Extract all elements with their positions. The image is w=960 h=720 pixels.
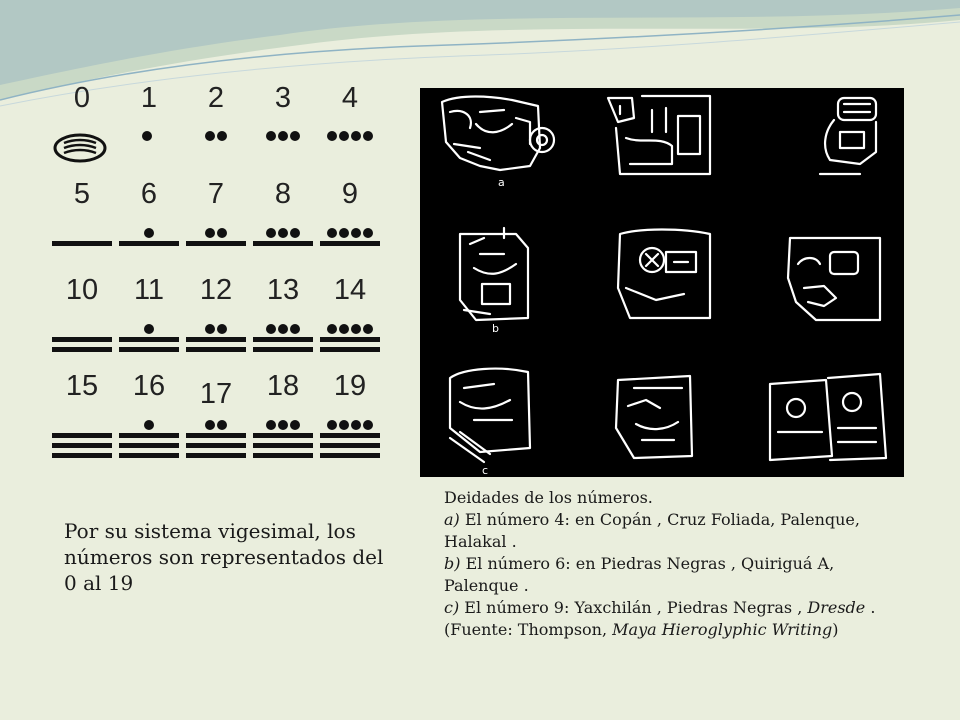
numeral-bar: [119, 347, 179, 352]
numeral-cell-19: [320, 370, 388, 471]
numeral-dot: [327, 131, 337, 141]
numeral-glyph: [320, 376, 382, 471]
numeral-bar: [186, 241, 246, 246]
numeral-glyph: [186, 376, 248, 471]
numeral-dot: [205, 420, 215, 430]
numeral-bar: [52, 453, 112, 458]
numeral-label: 11: [133, 274, 165, 306]
numeral-bar: [119, 241, 179, 246]
numeral-bar: [320, 241, 380, 246]
numeral-bar: [320, 433, 380, 438]
numeral-bar: [52, 337, 112, 342]
numeral-label: 13: [266, 274, 300, 306]
numeral-bar: [186, 443, 246, 448]
numeral-glyph: [119, 280, 181, 375]
shell-zero-icon: [55, 135, 105, 161]
caption-line-c: c) El número 9: Yaxchilán , Piedras Negras , Dresde .: [444, 598, 876, 617]
numeral-dot: [266, 131, 276, 141]
numeral-bar: [119, 443, 179, 448]
numeral-bar: [320, 347, 380, 352]
numeral-glyph: [186, 184, 248, 279]
numeral-glyph: [186, 88, 248, 183]
numeral-glyph: [253, 376, 315, 471]
numeral-bar: [253, 443, 313, 448]
numeral-glyph: [119, 184, 181, 279]
numeral-cell-13: [253, 274, 321, 375]
numeral-dot: [217, 420, 227, 430]
numeral-cell-2: [186, 82, 254, 183]
glyph-a2: [608, 96, 710, 174]
deity-glyphs-panel: [420, 88, 904, 477]
glyph-a1: [442, 97, 554, 171]
numeral-glyph: [119, 376, 181, 471]
glyph-row-label-b: b: [492, 322, 499, 335]
numeral-label: 17: [199, 378, 233, 410]
numeral-label: 4: [341, 82, 359, 114]
glyph-c3: [770, 374, 886, 460]
numeral-dot: [363, 324, 373, 334]
numeral-cell-0: [52, 82, 120, 183]
numeral-label: 0: [73, 82, 91, 114]
numeral-label: 3: [274, 82, 292, 114]
caption-line-b-cont: Palenque .: [444, 576, 529, 595]
main-description: Por su sistema vigesimal, los números son representados del 0 al 19: [64, 519, 384, 595]
numeral-bar: [186, 453, 246, 458]
numeral-cell-15: [52, 370, 120, 471]
numeral-cell-5: [52, 178, 120, 279]
glyph-b1: [460, 228, 528, 320]
numeral-label: 12: [199, 274, 233, 306]
numeral-dot: [351, 420, 361, 430]
numeral-bar: [119, 453, 179, 458]
glyph-b2: [618, 230, 710, 319]
numeral-dot: [351, 131, 361, 141]
numeral-dot: [290, 420, 300, 430]
numeral-label: 6: [140, 178, 158, 210]
numeral-cell-14: [320, 274, 388, 375]
numeral-dot: [339, 324, 349, 334]
maya-numerals-chart: [52, 82, 392, 478]
numeral-dot: [266, 420, 276, 430]
numeral-dot: [363, 131, 373, 141]
numeral-dot: [205, 228, 215, 238]
numeral-glyph: [52, 184, 114, 279]
numeral-dot: [339, 131, 349, 141]
numeral-label: 19: [333, 370, 367, 402]
numeral-glyph: [320, 88, 382, 183]
numeral-dot: [278, 324, 288, 334]
numeral-dot: [339, 228, 349, 238]
numeral-dot: [205, 131, 215, 141]
numeral-bar: [253, 337, 313, 342]
numeral-cell-12: [186, 274, 254, 375]
numeral-bar: [52, 241, 112, 246]
caption-source: (Fuente: Thompson, Maya Hieroglyphic Writing): [444, 620, 839, 639]
numeral-dot: [351, 324, 361, 334]
numeral-dot: [290, 324, 300, 334]
numeral-label: 5: [73, 178, 91, 210]
numeral-dot: [278, 420, 288, 430]
numeral-dot: [144, 324, 154, 334]
numeral-bar: [186, 433, 246, 438]
numeral-dot: [351, 228, 361, 238]
numeral-glyph: [253, 280, 315, 375]
numeral-cell-9: [320, 178, 388, 279]
numeral-label: 9: [341, 178, 359, 210]
numeral-bar: [253, 347, 313, 352]
glyph-row-label-c: c: [482, 464, 489, 477]
numeral-cell-17: [186, 376, 254, 471]
numeral-dot: [142, 131, 152, 141]
glyph-c2: [616, 376, 692, 458]
glyph-c1: [450, 369, 530, 462]
numeral-dot: [290, 228, 300, 238]
deity-glyphs-image: [420, 88, 904, 477]
numeral-dot: [327, 324, 337, 334]
numeral-dot: [290, 131, 300, 141]
numeral-dot: [327, 228, 337, 238]
caption-line-a: a) El número 4: en Copán , Cruz Foliada, Palenque,: [444, 510, 860, 529]
numeral-dot: [217, 228, 227, 238]
numeral-bar: [253, 453, 313, 458]
numeral-glyph: [186, 280, 248, 375]
caption-title: Deidades de los números.: [444, 488, 653, 507]
numeral-glyph: [52, 88, 114, 183]
numeral-cell-6: [119, 178, 187, 279]
numeral-bar: [52, 443, 112, 448]
numeral-glyph: [52, 280, 114, 375]
numeral-dot: [278, 131, 288, 141]
numeral-cell-11: [119, 274, 187, 375]
numeral-label: 1: [140, 82, 158, 114]
numeral-glyph: [253, 88, 315, 183]
numeral-dot: [278, 228, 288, 238]
numeral-bar: [253, 433, 313, 438]
caption-line-a-cont: Halakal .: [444, 532, 517, 551]
numeral-glyph: [253, 184, 315, 279]
numeral-label: 8: [274, 178, 292, 210]
numeral-dot: [217, 131, 227, 141]
numeral-label: 7: [207, 178, 225, 210]
numeral-bar: [186, 347, 246, 352]
numeral-bar: [186, 337, 246, 342]
numeral-dot: [144, 420, 154, 430]
numeral-label: 16: [132, 370, 166, 402]
numeral-cell-18: [253, 370, 321, 471]
numeral-bar: [253, 241, 313, 246]
numeral-glyph: [320, 184, 382, 279]
numeral-bar: [320, 337, 380, 342]
numeral-bar: [320, 453, 380, 458]
numeral-cell-3: [253, 82, 321, 183]
numeral-label: 15: [65, 370, 99, 402]
numeral-bar: [52, 347, 112, 352]
numeral-dot: [144, 228, 154, 238]
caption-line-b: b) El número 6: en Piedras Negras , Quiriguá A,: [444, 554, 835, 573]
numeral-cell-7: [186, 178, 254, 279]
numeral-cell-16: [119, 370, 187, 471]
numeral-glyph: [119, 88, 181, 183]
numeral-cell-1: [119, 82, 187, 183]
numeral-label: 18: [266, 370, 300, 402]
numeral-dot: [339, 420, 349, 430]
numeral-glyph: [320, 280, 382, 375]
numeral-dot: [266, 228, 276, 238]
numeral-dot: [217, 324, 227, 334]
numeral-glyph: [52, 376, 114, 471]
numeral-bar: [119, 337, 179, 342]
numeral-dot: [327, 420, 337, 430]
glyph-caption: [444, 487, 944, 641]
numeral-cell-10: [52, 274, 120, 375]
numeral-bar: [320, 443, 380, 448]
numeral-dot: [363, 228, 373, 238]
glyph-row-label-a: a: [498, 176, 505, 189]
numeral-label: 14: [333, 274, 367, 306]
numeral-bar: [119, 433, 179, 438]
numeral-dot: [266, 324, 276, 334]
numeral-bar: [52, 433, 112, 438]
glyph-a3: [820, 98, 876, 174]
glyph-b3: [788, 238, 880, 320]
numeral-cell-8: [253, 178, 321, 279]
numeral-cell-4: [320, 82, 388, 183]
numeral-dot: [205, 324, 215, 334]
numeral-label: 10: [65, 274, 99, 306]
numeral-dot: [363, 420, 373, 430]
numeral-label: 2: [207, 82, 225, 114]
